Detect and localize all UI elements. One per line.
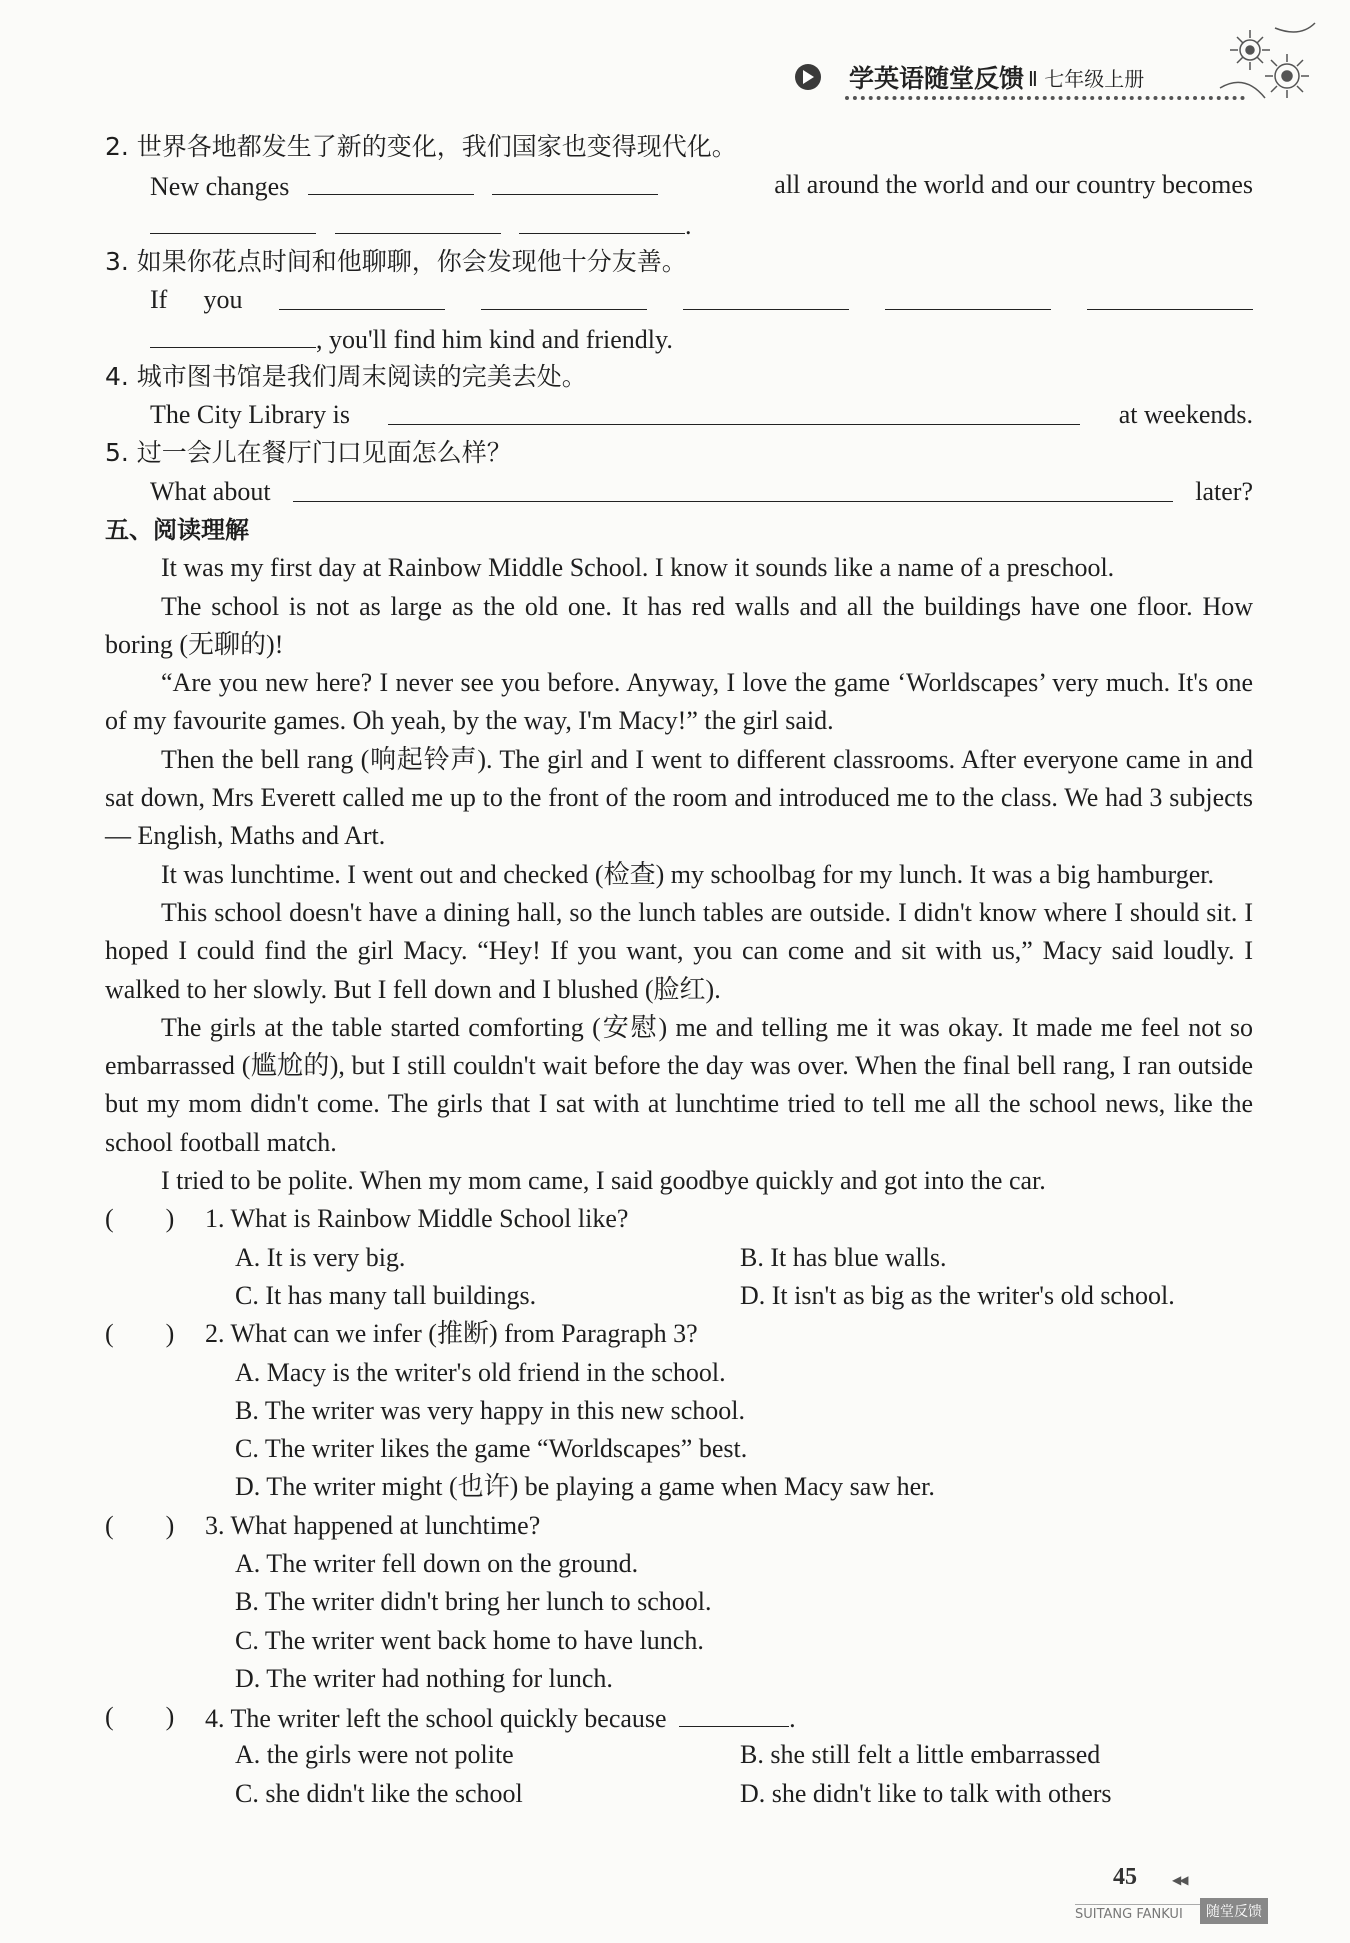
option[interactable]: B. she still felt a little embarrassed <box>740 1740 1101 1770</box>
option[interactable]: A. The writer fell down on the ground. <box>235 1548 639 1578</box>
reading-paragraph: It was my first day at Rainbow Middle School. I know it sounds like a name of a preschool. <box>161 553 1115 583</box>
option[interactable]: B. The writer was very happy in this new school. <box>235 1395 746 1425</box>
reading-paragraph: “Are you new here? I never see you before. Anyway, I love the game ‘Worldscapes’ very much. It's one of my favourite games. Oh yeah, by the way, I'm Macy!” the girl said. <box>105 668 1253 736</box>
question-4-options-row2 <box>105 1775 1253 1813</box>
option[interactable]: C. It has many tall buildings. <box>235 1280 537 1310</box>
q3-english-line2: , you'll find him kind and friendly. <box>105 319 1253 357</box>
play-icon <box>795 64 821 90</box>
option[interactable]: D. The writer had nothing for lunch. <box>235 1663 613 1693</box>
question-1-options-row2 <box>105 1277 1253 1315</box>
reading-paragraph: It was lunchtime. I went out and checked (检查) my schoolbag for my lunch. It was a big hamburger. <box>161 859 1214 889</box>
footer-brand-en: SUITANG FANKUI <box>1075 1904 1200 1922</box>
question-stem: 1. What is Rainbow Middle School like? <box>205 1204 629 1234</box>
option[interactable]: D. she didn't like to talk with others <box>740 1778 1112 1808</box>
answer-slot-3[interactable]: ( ) <box>105 1510 175 1540</box>
q5-blank[interactable] <box>293 473 1173 502</box>
reading-paragraph: This school doesn't have a dining hall, so the lunch tables are outside. I didn't know where I should sit. I hoped I could find the girl Macy. “Hey! If you want, you can come and sit with us,” Macy said loudly. I walked to her slowly. But I fell down and I blushed (脸红). <box>105 897 1253 1004</box>
q2-blank-5[interactable] <box>519 205 685 234</box>
question-2 <box>105 1315 1253 1353</box>
option[interactable]: C. she didn't like the school <box>235 1778 523 1808</box>
question-3 <box>105 1507 1253 1545</box>
q4-blank[interactable] <box>388 396 1080 425</box>
q2-blank-3[interactable] <box>150 205 316 234</box>
option[interactable]: D. The writer might (也许) be playing a game when Macy saw her. <box>235 1472 935 1502</box>
question-4: ( ) 4. The writer left the school quickly because . <box>105 1698 1253 1736</box>
page-number: 45 <box>1113 1864 1137 1890</box>
flower-decoration-icon <box>1215 18 1325 108</box>
reading-paragraph: The school is not as large as the old one. It has red walls and all the buildings have one floor. How boring (无聊的)! <box>105 591 1253 659</box>
footer-brand-badge: 随堂反馈 <box>1200 1898 1268 1924</box>
question-stem: 4. The writer left the school quickly because <box>205 1704 667 1734</box>
q2-blank-2[interactable] <box>492 166 658 195</box>
worksheet-content <box>105 128 1253 1813</box>
q4-english: The City Library is at weekends. <box>105 396 1253 434</box>
q3-english-line1: If you <box>105 281 1253 319</box>
q3-chinese: 3. 如果你花点时间和他聊聊，你会发现他十分友善。 <box>105 246 687 276</box>
answer-slot-2[interactable]: ( ) <box>105 1319 175 1349</box>
question-1 <box>105 1200 1253 1238</box>
q3-blank-3[interactable] <box>683 281 849 310</box>
q5-english: What about later? <box>105 473 1253 511</box>
q3-blank-5[interactable] <box>1087 281 1253 310</box>
option[interactable]: C. The writer likes the game “Worldscapes” best. <box>235 1434 748 1464</box>
question-4-blank[interactable] <box>679 1698 789 1727</box>
option[interactable]: D. It isn't as big as the writer's old school. <box>740 1280 1175 1310</box>
q3-blank-6[interactable] <box>150 319 316 348</box>
q2-chinese: 2. 世界各地都发生了新的变化，我们国家也变得现代化。 <box>105 132 737 161</box>
header-title: 学英语随堂反馈 <box>849 64 1025 93</box>
q4-chinese: 4. 城市图书馆是我们周末阅读的完美去处。 <box>105 361 587 391</box>
option[interactable]: C. The writer went back home to have lunch. <box>235 1625 704 1655</box>
option[interactable]: B. It has blue walls. <box>740 1242 947 1272</box>
q2-blank-1[interactable] <box>308 166 474 195</box>
option[interactable]: A. Macy is the writer's old friend in the school. <box>235 1357 726 1387</box>
question-1-options-row1 <box>105 1239 1253 1277</box>
question-stem: 2. What can we infer (推断) from Paragraph 3? <box>205 1319 698 1349</box>
question-4-options-row1 <box>105 1736 1253 1774</box>
option[interactable]: B. The writer didn't bring her lunch to school. <box>235 1587 712 1617</box>
reading-paragraph: The girls at the table started comforting (安慰) me and telling me it was okay. It made me feel not so embarrassed (尴尬的), but I still couldn't wait before the day was over. When the final bell rang, I ran outside but my mom didn't come. The girls that I sat with at lunchtime tried to tell me all the school news, like the school football match. <box>105 1012 1253 1157</box>
q3-blank-4[interactable] <box>885 281 1051 310</box>
answer-slot-1[interactable]: ( ) <box>105 1204 175 1234</box>
back-arrows-icon: ◀◀ <box>1172 1873 1187 1887</box>
answer-slot-4[interactable]: ( ) <box>105 1702 175 1732</box>
header-subtitle: Ⅱ 七年级上册 <box>1028 66 1145 91</box>
section-title: 五、阅读理解 <box>105 515 249 544</box>
q2-blank-4[interactable] <box>335 205 501 234</box>
q3-blank-1[interactable] <box>279 281 445 310</box>
q2-english-line1: New changes all around the world and our country becomes <box>105 166 1253 204</box>
reading-paragraph: I tried to be polite. When my mom came, I said goodbye quickly and got into the car. <box>161 1166 1046 1196</box>
option[interactable]: A. It is very big. <box>235 1242 406 1272</box>
page-header <box>795 55 1144 99</box>
option[interactable]: A. the girls were not polite <box>235 1740 514 1770</box>
q5-chinese: 5. 过一会儿在餐厅门口见面怎么样？ <box>105 438 512 468</box>
q3-blank-2[interactable] <box>481 281 647 310</box>
q2-english-line2: . <box>105 205 1253 243</box>
question-stem: 3. What happened at lunchtime? <box>205 1510 541 1540</box>
header-divider <box>845 96 1245 104</box>
reading-paragraph: Then the bell rang (响起铃声). The girl and I went to different classrooms. After everyone came in and sat down, Mrs Everett called me up to the front of the room and introduced me to the class. We had 3 subjects — English, Maths and Art. <box>105 744 1253 851</box>
